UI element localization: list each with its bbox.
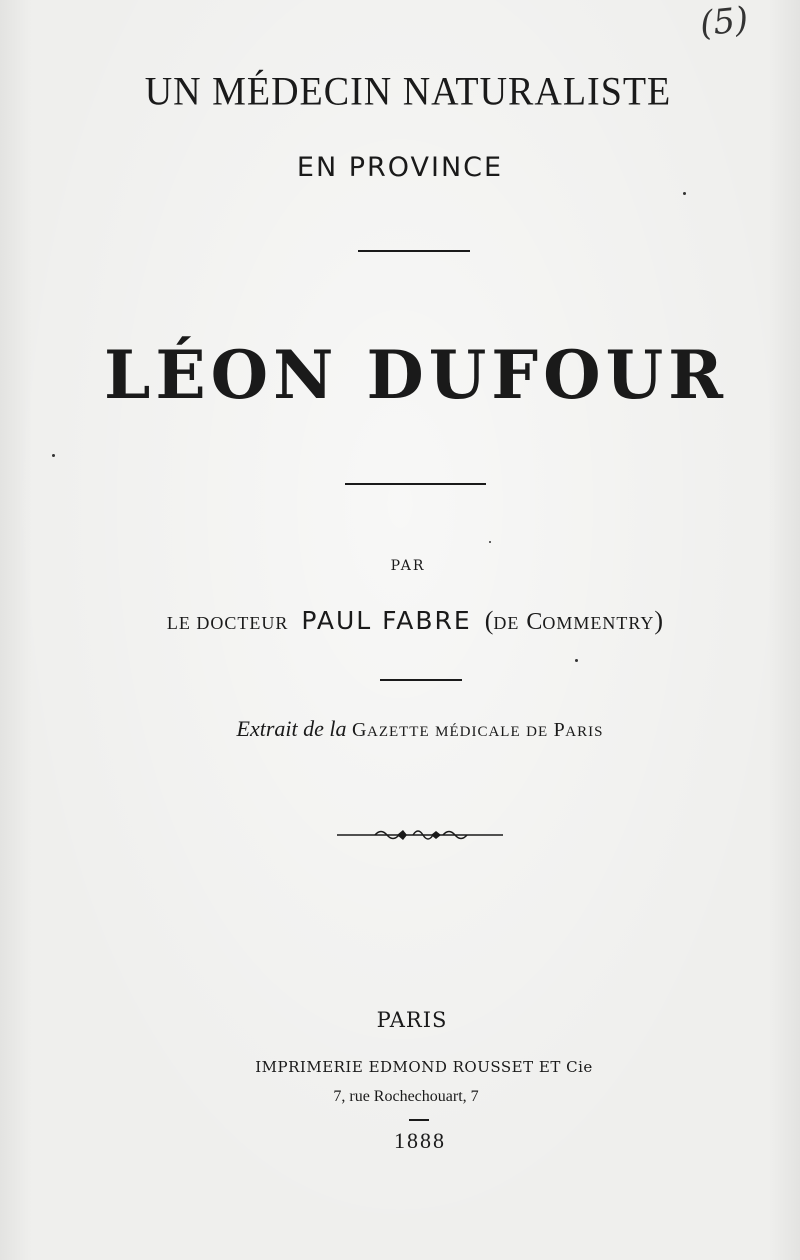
de-word: DE <box>526 724 549 740</box>
divider-rule <box>358 250 470 252</box>
paper-speck <box>683 192 686 195</box>
extract-word-3: la <box>329 716 347 741</box>
imprint-printer: IMPRIMERIE EDMOND ROUSSET ET Cie <box>255 1058 593 1076</box>
paris-initial: P <box>553 719 566 741</box>
paper-speck <box>575 659 578 662</box>
gazette-rest: AZETTE <box>366 724 430 740</box>
author-line <box>15 605 800 637</box>
ornament-divider <box>335 824 505 846</box>
handwritten-shelfmark: (5) <box>698 0 751 45</box>
paris-rest: ARIS <box>565 724 604 740</box>
author-prefix: LE DOCTEUR <box>166 613 289 633</box>
medicale-word: MÉDICALE <box>435 724 521 740</box>
imprint-address: 7, rue Rochechouart, 7 <box>333 1088 479 1105</box>
title-line-2: EN PROVINCE <box>296 152 504 183</box>
author-suffix-de: DE <box>493 613 520 633</box>
divider-rule <box>409 1119 429 1121</box>
author-suffix-close: ) <box>654 606 664 635</box>
imprint-year: 1888 <box>394 1128 446 1153</box>
author-suffix-open: ( <box>484 606 494 635</box>
author-suffix-initial: C <box>526 609 543 635</box>
extract-line <box>20 716 800 742</box>
by-label: PAR <box>390 558 426 574</box>
extract-word-1: Extrait <box>236 716 298 741</box>
divider-rule <box>380 679 462 681</box>
extract-word-2: de <box>303 716 324 741</box>
imprint-city: PARIS <box>376 1008 448 1032</box>
main-title: LÉON DUFOUR <box>103 336 729 414</box>
title-line-1: UN MÉDECIN NATURALISTE <box>144 69 672 115</box>
gazette-initial: G <box>352 719 367 741</box>
author-name: PAUL FABRE <box>301 606 472 635</box>
divider-rule <box>345 483 486 485</box>
paper-speck <box>489 541 491 543</box>
author-suffix-rest: OMMENTRY <box>542 613 655 633</box>
paper-speck <box>52 454 55 457</box>
